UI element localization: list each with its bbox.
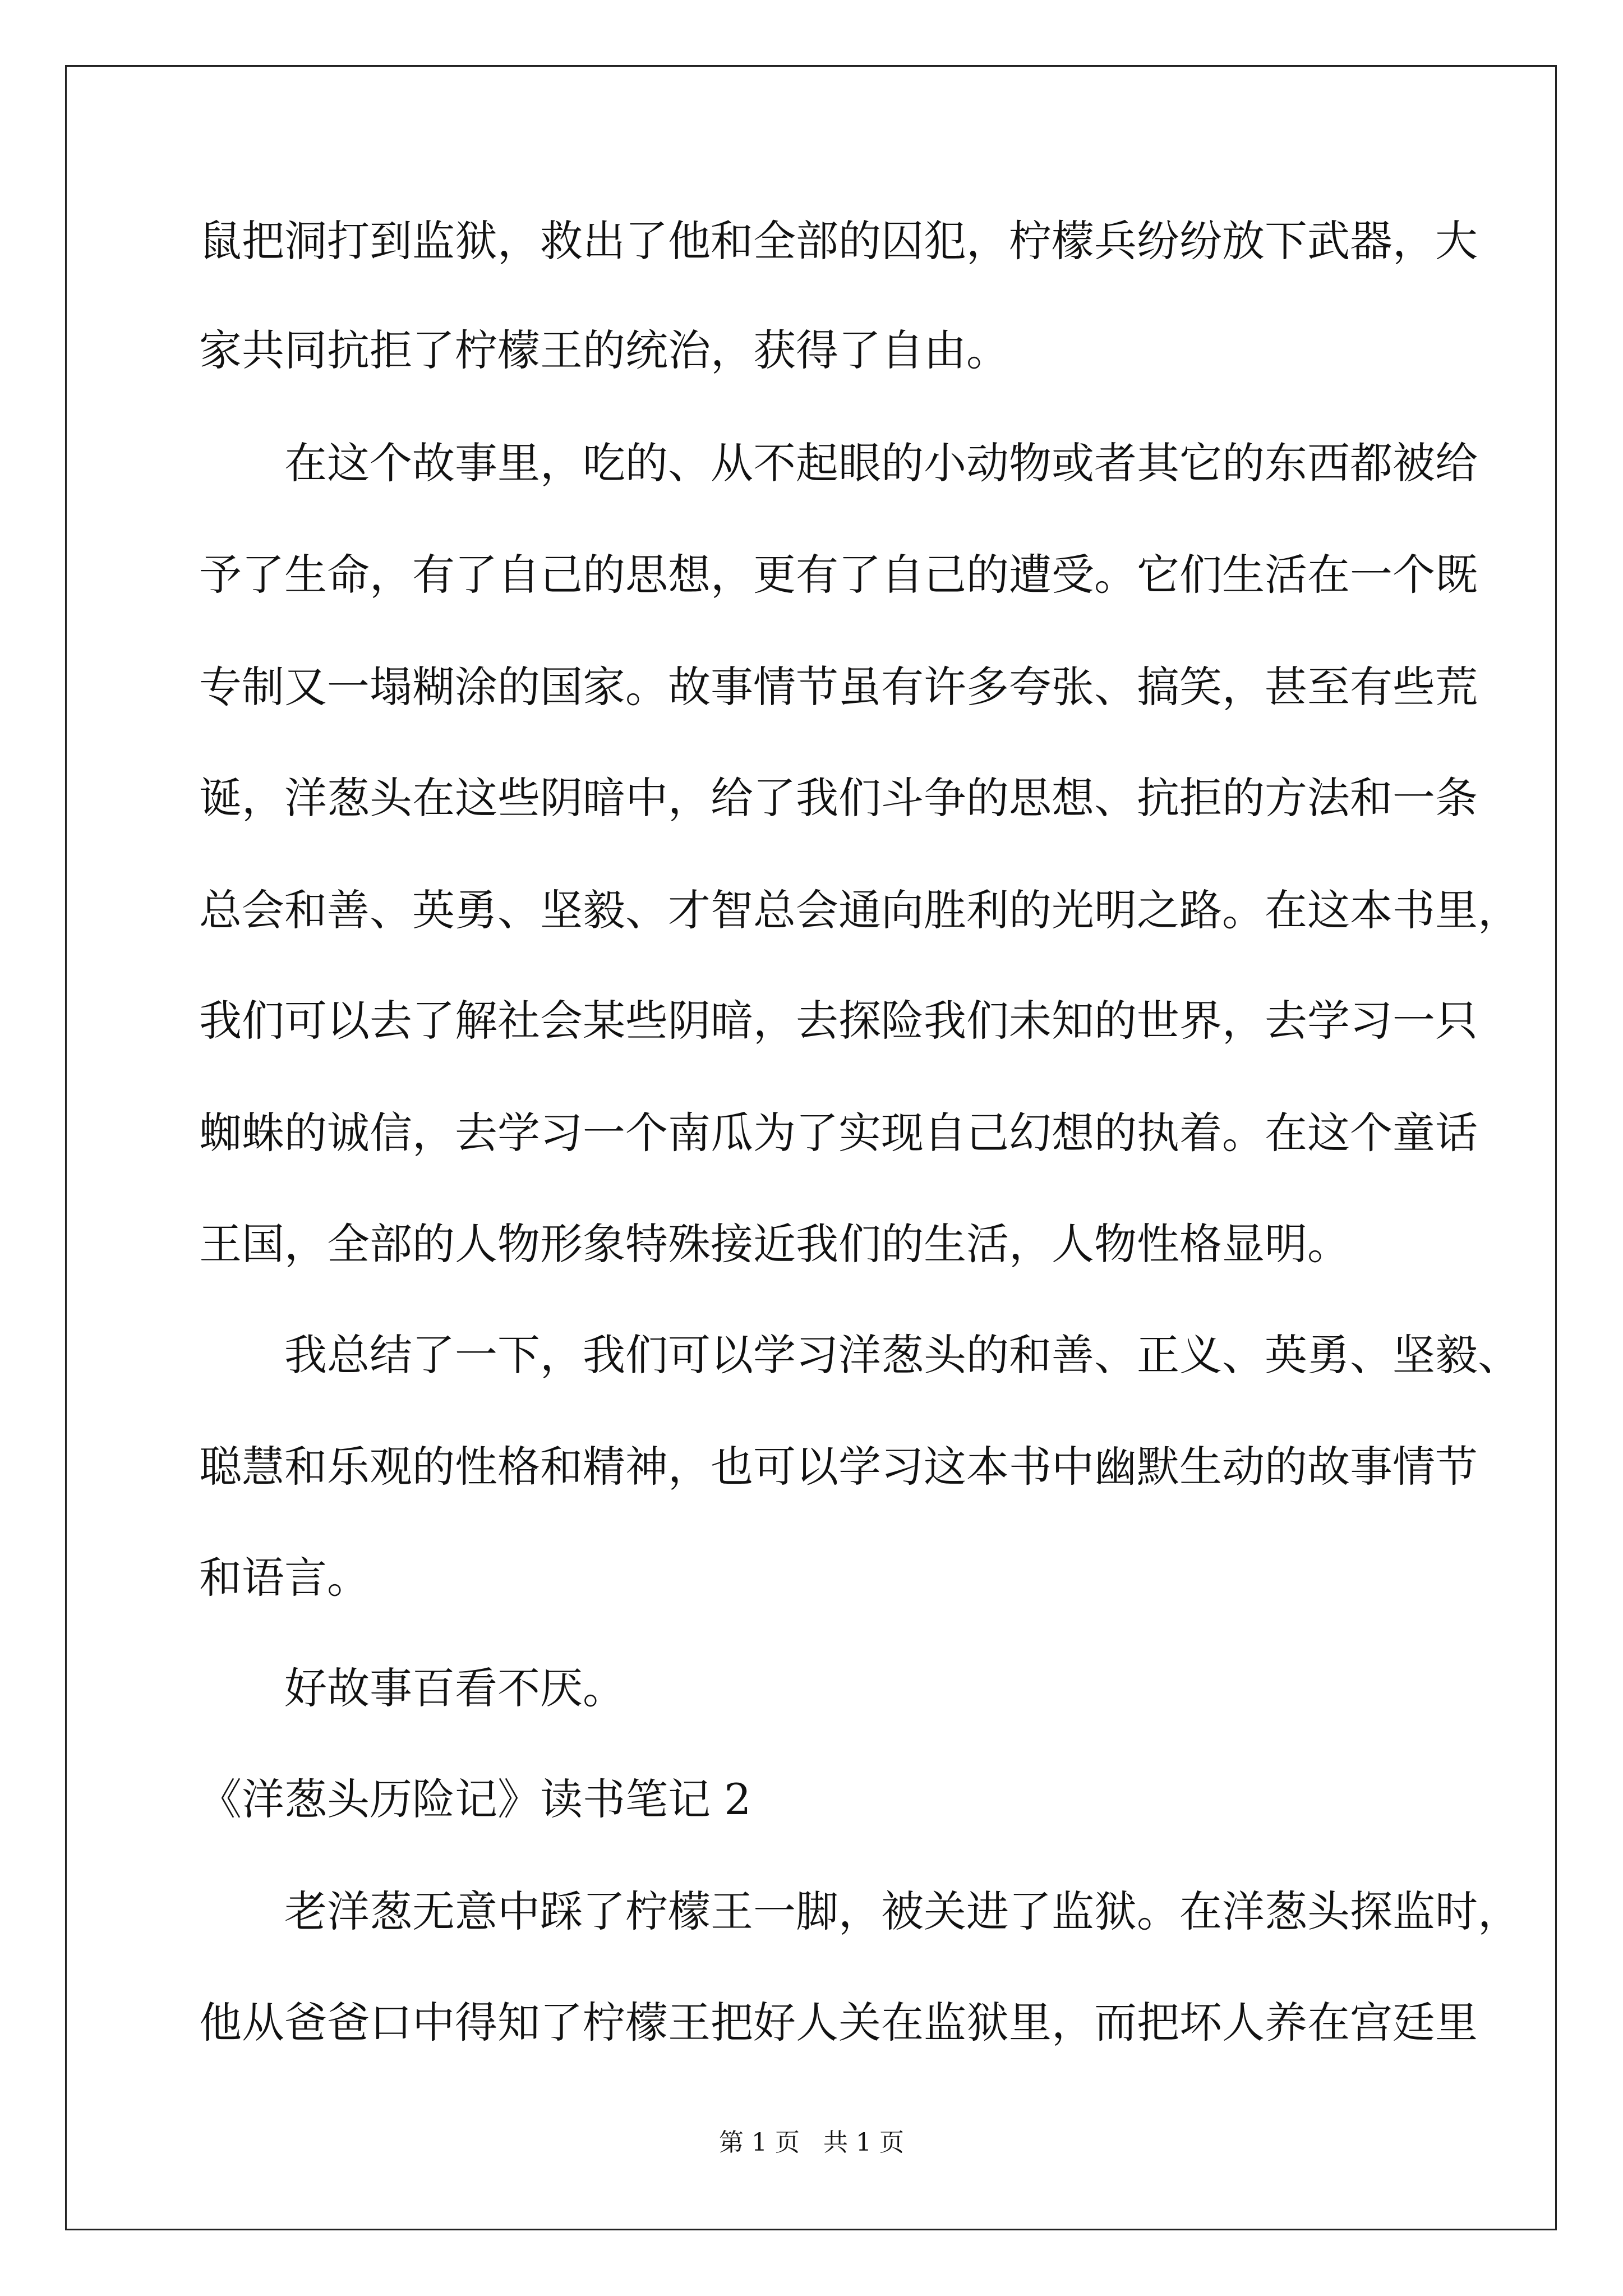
- paragraph-start: 我总结了一下，我们可以学习洋葱头的和善、正义、英勇、坚毅、: [284, 1330, 1520, 1380]
- paragraph-start: 老洋葱无意中踩了柠檬王一脚，被关进了监狱。在洋葱头探监时，: [284, 1887, 1520, 1936]
- text-line: 和语言。: [199, 1553, 370, 1603]
- text-line: 专制又一塌糊涂的国家。故事情节虽有许多夸张、搞笑，甚至有些荒: [199, 662, 1478, 712]
- text-line: 总会和善、英勇、坚毅、才智总会通向胜利的光明之路。在这本书里，: [199, 885, 1520, 935]
- text-line: 予了生命，有了自己的思想，更有了自己的遭受。它们生活在一个既: [199, 550, 1478, 600]
- text-line: 我们可以去了解社会某些阴暗，去探险我们未知的世界，去学习一只: [199, 996, 1478, 1046]
- text-line: 家共同抗拒了柠檬王的统治，获得了自由。: [199, 325, 1009, 375]
- text-line: 蜘蛛的诚信，去学习一个南瓜为了实现自己幻想的执着。在这个童话: [199, 1108, 1478, 1158]
- text-line: 聪慧和乐观的性格和精神，也可以学习这本书中幽默生动的故事情节: [199, 1442, 1478, 1492]
- paragraph-start: 在这个故事里，吃的、从不起眼的小动物或者其它的东西都被给: [284, 438, 1478, 488]
- text-line: 鼠把洞打到监狱，救出了他和全部的囚犯，柠檬兵纷纷放下武器，大: [199, 216, 1478, 266]
- section-heading: 《洋葱头历险记》读书笔记 2: [199, 1774, 751, 1824]
- text-line: 王国，全部的人物形象特殊接近我们的生活，人物性格显明。: [199, 1219, 1350, 1269]
- text-line: 诞，洋葱头在这些阴暗中，给了我们斗争的思想、抗拒的方法和一条: [199, 773, 1478, 823]
- page-footer: 第 1 页 共 1 页: [719, 2128, 904, 2157]
- text-line: 他从爸爸口中得知了柠檬王把好人关在监狱里，而把坏人养在宫廷里: [199, 1998, 1478, 2047]
- paragraph-start: 好故事百看不厌。: [284, 1663, 625, 1713]
